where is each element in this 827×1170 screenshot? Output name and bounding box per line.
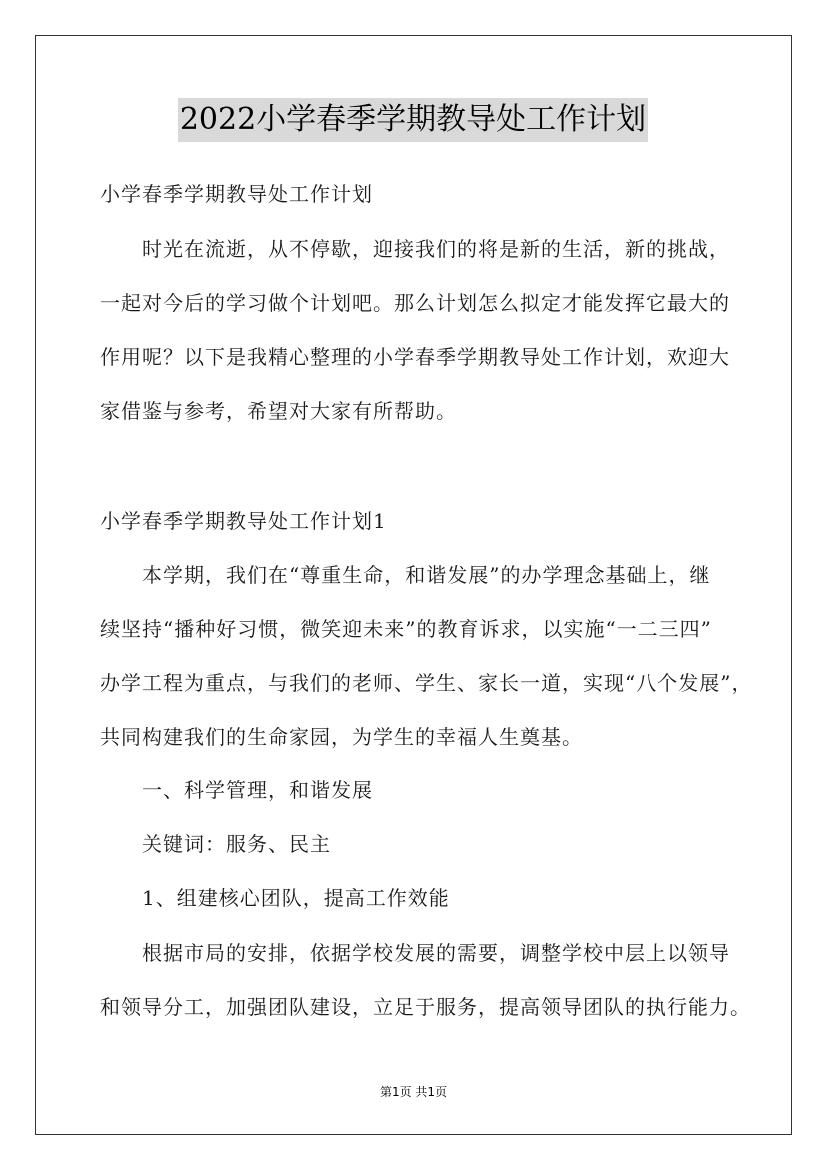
- subtitle: 小学春季学期教导处工作计划: [100, 182, 373, 206]
- paragraph-line: 一起对今后的学习做个计划吧。那么计划怎么拟定才能发挥它最大的: [100, 291, 730, 315]
- paragraph-line: 共同构建我们的生命家园，为学生的幸福人生奠基。: [100, 725, 583, 749]
- paragraph-line: 时光在流逝，从不停歇，迎接我们的将是新的生活，新的挑战，: [142, 237, 730, 261]
- subsection-heading: 一、科学管理，和谐发展: [142, 778, 373, 802]
- page-footer: 第1页 共1页: [379, 1085, 448, 1099]
- section-heading: 小学春季学期教导处工作计划1: [100, 509, 387, 533]
- paragraph-line: 续坚持“播种好习惯，微笑迎未来”的教育诉求，以实施“一二三四”: [100, 617, 712, 641]
- paragraph-line: 家借鉴与参考，希望对大家有所帮助。: [100, 399, 457, 423]
- paragraph-line: 办学工程为重点，与我们的老师、学生、家长一道，实现“八个发展”，: [100, 671, 753, 695]
- paragraph-line: 本学期，我们在“尊重生命，和谐发展”的办学理念基础上，继: [142, 563, 711, 587]
- paragraph-line: 作用呢？以下是我精心整理的小学春季学期教导处工作计划，欢迎大: [100, 345, 730, 369]
- document-title: 2022小学春季学期教导处工作计划: [178, 98, 648, 142]
- item-heading: 1、组建核心团队，提高工作效能: [142, 886, 450, 910]
- paragraph-line: 根据市局的安排，依据学校发展的需要，调整学校中层上以领导: [142, 941, 730, 965]
- keywords-line: 关键词：服务、民主: [142, 832, 331, 856]
- paragraph-line: 和领导分工，加强团队建设，立足于服务，提高领导团队的执行能力。: [100, 995, 751, 1019]
